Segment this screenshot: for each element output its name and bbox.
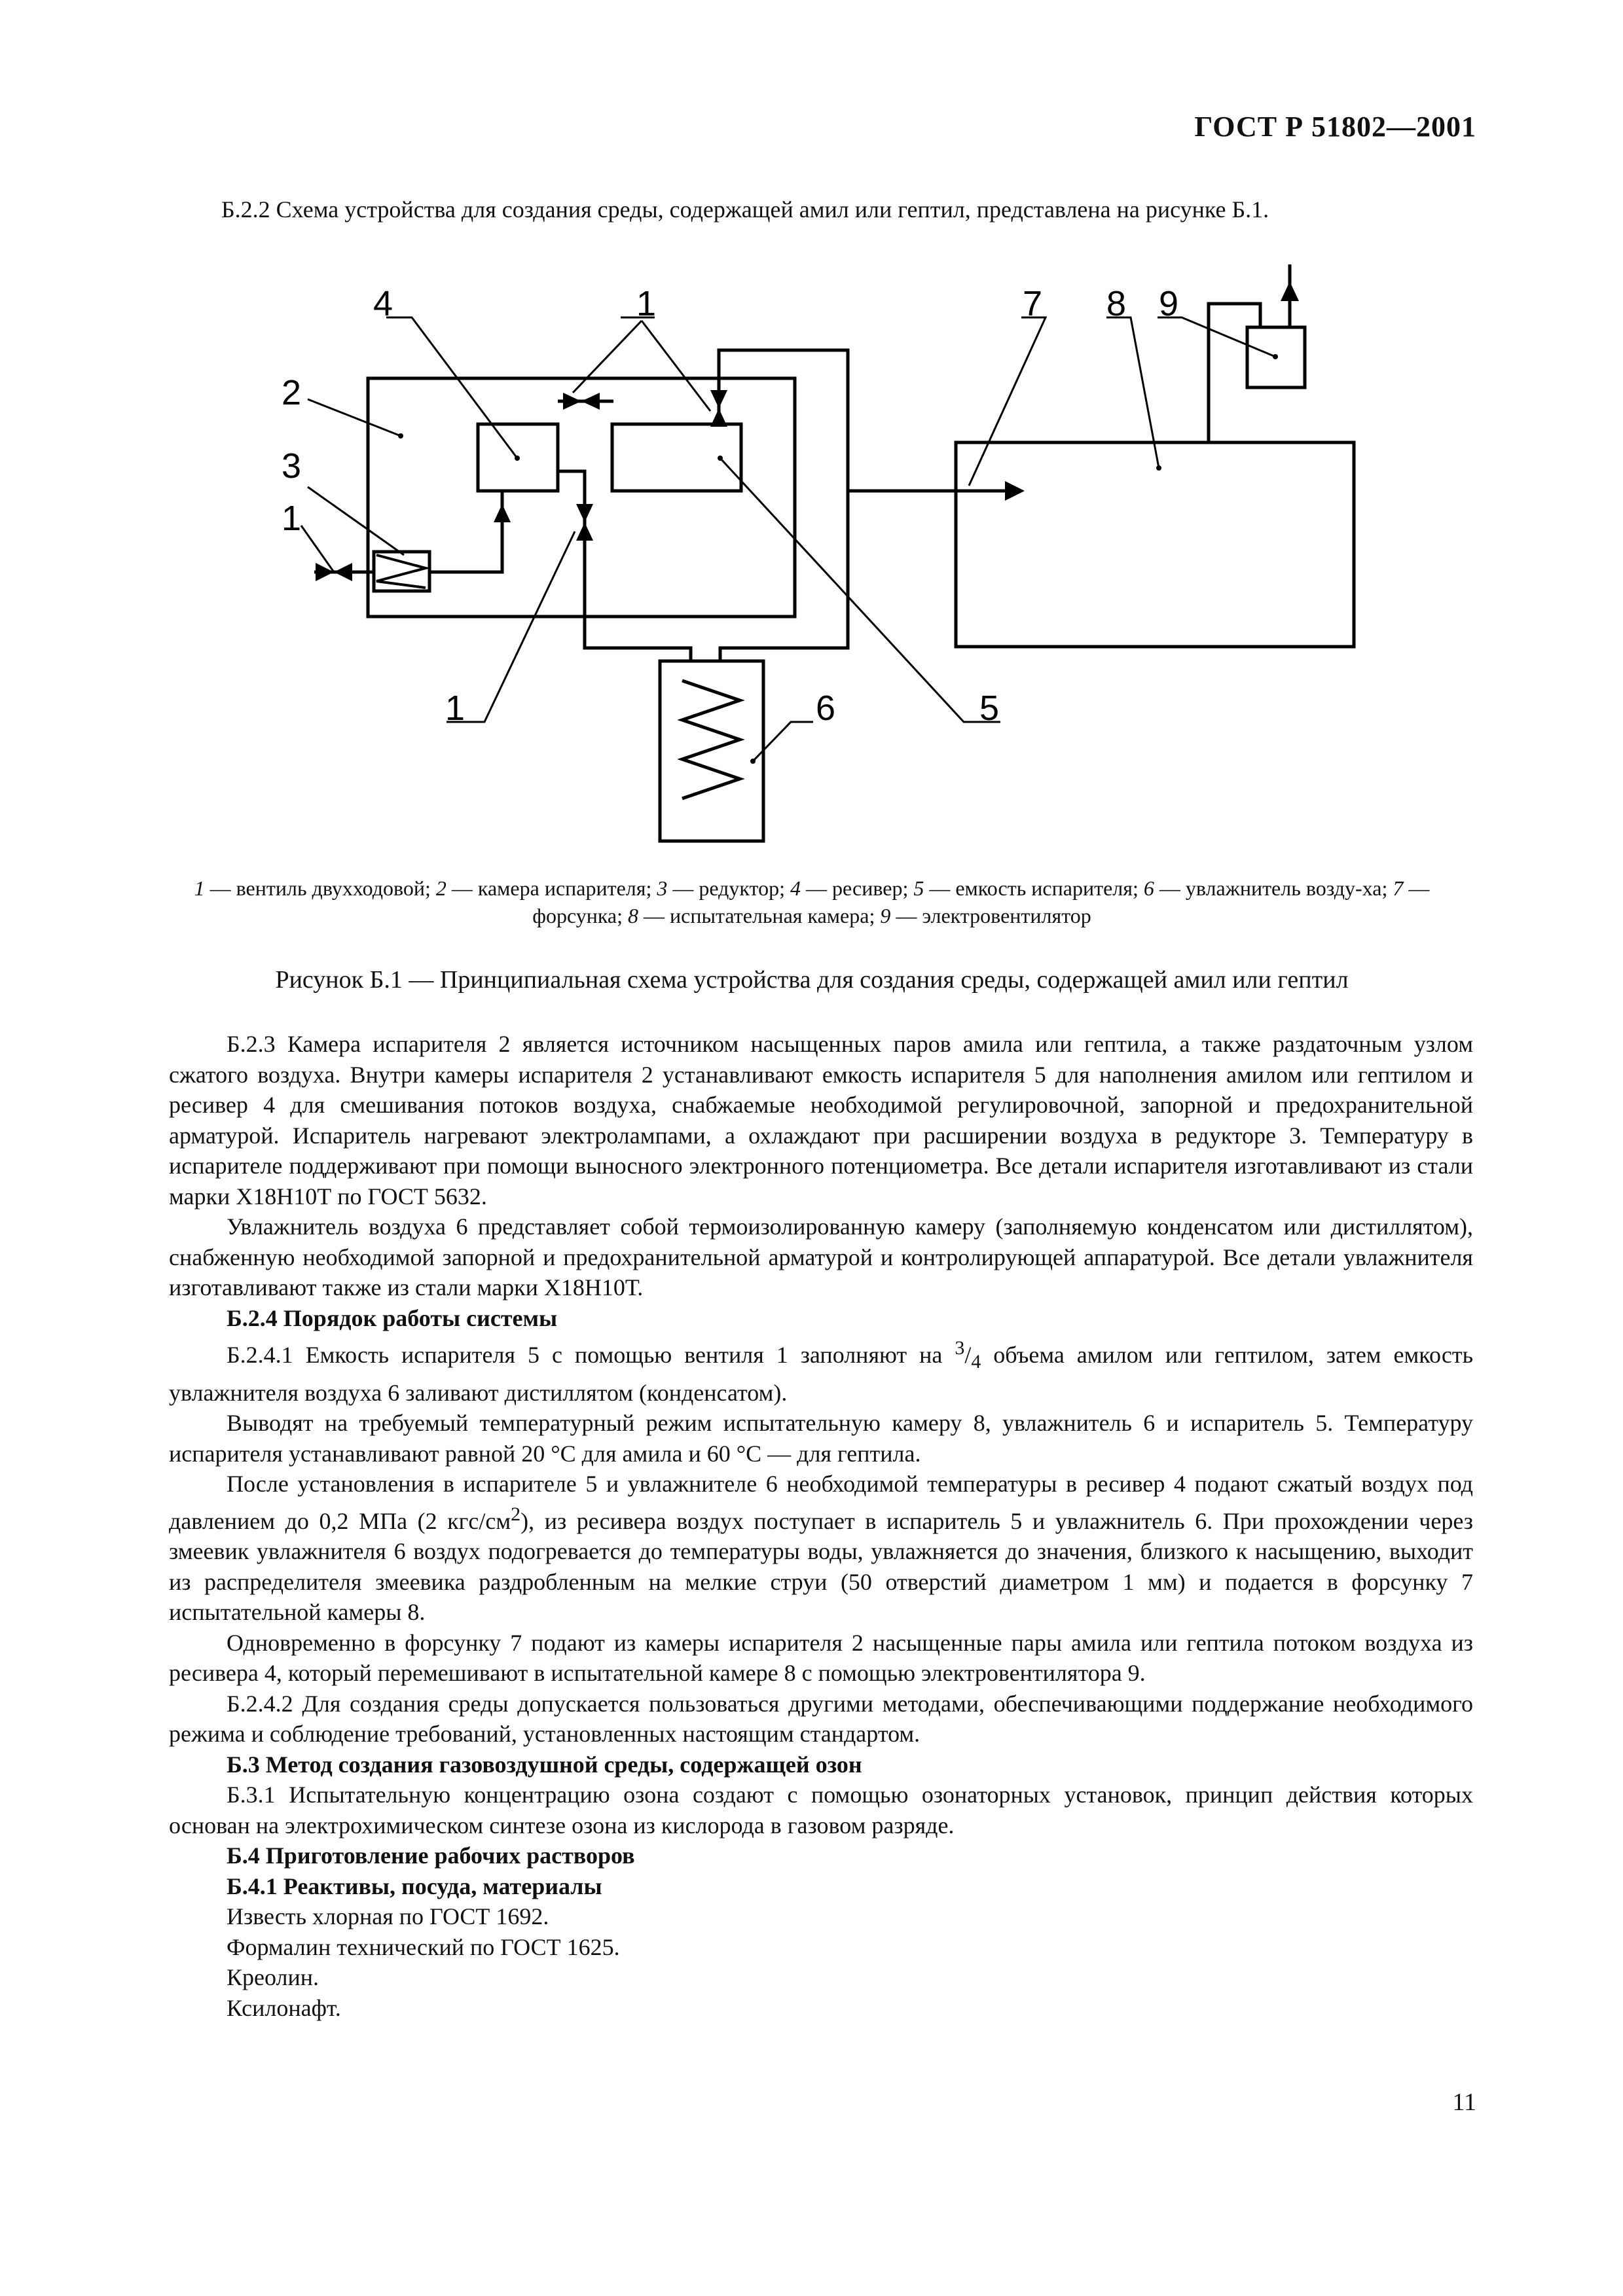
legend-num: 8 (628, 904, 639, 927)
evaporator-chamber (368, 378, 795, 617)
label-1-bottom: 1 (445, 689, 465, 728)
section-heading: Б.4 Приготовление рабочих растворов (227, 1842, 635, 1869)
paragraph: Б.3.1 Испытательную концентрацию озона создают с помощью озонаторных установок, принцип действия которых основан на электрохимическом синтезе озона из кислорода в газовом разряде. (169, 1782, 1473, 1839)
legend-text: — форсунка; (532, 876, 1430, 927)
legend-num: 4 (790, 876, 801, 900)
legend-text: — вентиль двухходовой; (204, 876, 436, 900)
label-4: 4 (373, 284, 393, 323)
legend-text: — испытательная камера; (638, 904, 881, 927)
list-item: Ксилонафт. (227, 1994, 341, 2021)
superscript: 2 (511, 1503, 521, 1525)
label-2: 2 (282, 373, 302, 412)
label-1-top: 1 (636, 284, 657, 323)
label-3: 3 (282, 446, 302, 486)
section-heading: Б.4.1 Реактивы, посуда, материалы (227, 1873, 602, 1899)
label-1-left: 1 (282, 499, 302, 538)
paragraph (169, 1469, 1473, 1628)
label-5: 5 (979, 689, 1000, 728)
legend-text: — редуктор; (667, 876, 790, 900)
legend-num: 1 (194, 876, 205, 900)
figure-caption: Рисунок Б.1 — Принципиальная схема устройства для создания среды, содержащей амил или гептил (275, 966, 1349, 994)
paragraph: Выводят на требуемый температурный режим испытательную камеру 8, увлажнитель 6 и испаритель 5. Температуру испарителя устанавливают равной 20 °С для амила и 60 °С — для гептила. (169, 1410, 1473, 1467)
paragraph: Б.2.4.2 Для создания среды допускается пользоваться другими методами, обеспечивающими поддержание необходимого режима и соблюдение требований, установленных настоящим стандартом. (169, 1690, 1473, 1748)
humidifier-box (660, 661, 763, 841)
legend-text: — электровентилятор (890, 904, 1091, 927)
list-item: Известь хлорная по ГОСТ 1692. (227, 1903, 549, 1930)
fraction-numerator: 3 (955, 1337, 965, 1359)
paragraph: Увлажнитель воздуха 6 представляет собой термоизолированную камеру (заполняемую конденсатом или дистиллятом), снабженную необходимой запорной и предохранительной арматурой и контролирующей аппаратурой. Все детали увлажнителя изготавливают также из стали марки Х18Н10Т. (169, 1213, 1473, 1300)
legend-num: 3 (657, 876, 668, 900)
label-7: 7 (1023, 284, 1043, 323)
paragraph-text: После установления в испарителе 5 и увлажнителе 6 необходимой температуры в ресивер 4 подают сжатый воздух под давлением до 0,2 МПа (2 кгс/см (169, 1471, 1473, 1534)
label-9: 9 (1159, 284, 1179, 323)
legend-text: — увлажнитель возду-ха; (1154, 876, 1393, 900)
list-item: Креолин. (227, 1964, 319, 1991)
legend-num: 9 (880, 904, 891, 927)
paragraph: Б.2.3 Камера испарителя 2 является источником насыщенных паров амила или гептила, а также раздаточным узлом сжатого воздуха. Внутри камеры испарителя 2 устанавливают емкость испарителя 5 для наполнения амилом или гептилом и ресивер 4 для смешивания потоков воздуха, снабжаемые необходимой регулировочной, запорной и предохранительной арматурой. Испаритель нагревают электролампами, а охлаждают при расширении воздуха в редукторе 3. Температуру в испарителе поддерживают при помощи выносного электронного потенциометра. Все детали испарителя изготавливают из стали марки Х18Н10Т по ГОСТ 5632. (169, 1031, 1473, 1210)
document-header: ГОСТ Р 51802—2001 (1194, 111, 1476, 143)
legend-num: 2 (435, 876, 447, 900)
test-chamber (956, 442, 1354, 647)
legend-num: 5 (913, 876, 924, 900)
paragraph-text: объема амилом или гептилом, затем емкость увлажнителя воздуха 6 заливают дистиллятом (конденсатом). (169, 1342, 1473, 1406)
paragraph: Б.2.4.1 Емкость испарителя 5 с помощью вентиля 1 заполняют на $^3/_4$ объема амилом или гептилом, затем емкость увлажнителя воздуха 6 заливают дистиллятом (конденсатом). (169, 1337, 1473, 1406)
list-item: Формалин технический по ГОСТ 1625. (227, 1933, 620, 1960)
intro-paragraph: Б.2.2 Схема устройства для создания среды, содержащей амил или гептил, представлена на рисунке Б.1. (221, 196, 1269, 223)
fraction-denominator: 4 (971, 1351, 981, 1373)
page-number: 11 (1452, 2089, 1476, 2116)
legend-num: 7 (1393, 876, 1404, 900)
label-6: 6 (816, 689, 836, 728)
body-text (169, 1029, 1473, 2023)
legend-text: — камера испарителя; (446, 876, 657, 900)
schematic-diagram (0, 0, 1623, 864)
legend-num: 6 (1143, 876, 1154, 900)
legend-text: — емкость испарителя; (924, 876, 1144, 900)
paragraph-text: Б.2.4.1 Емкость испарителя 5 с помощью вентиля 1 заполняют на (227, 1342, 955, 1368)
section-heading: Б.3 Метод создания газовоздушной среды, содержащей озон (227, 1751, 862, 1778)
label-8: 8 (1106, 284, 1127, 323)
paragraph-text: ), из ресивера воздух поступает в испаритель 5 и увлажнитель 6. При прохождении через змеевик увлажнителя 6 воздух подогревается до температуры воды, увлажняется до значения, близкого к насыщению, выходит из распределителя змеевика раздробленным на мелкие струи (50 отверстий диаметром 1 мм) и подается в форсунку 7 испытательной камеры 8. (169, 1507, 1473, 1626)
figure-legend (157, 874, 1467, 929)
paragraph: Одновременно в форсунку 7 подают из камеры испарителя 2 насыщенные пары амила или гептила потоком воздуха из ресивера 4, который перемешивают в испытательной камере 8 с помощью электровентилятора 9. (169, 1629, 1473, 1687)
section-heading: Б.2.4 Порядок работы системы (227, 1304, 558, 1331)
legend-text: — ресивер; (801, 876, 914, 900)
